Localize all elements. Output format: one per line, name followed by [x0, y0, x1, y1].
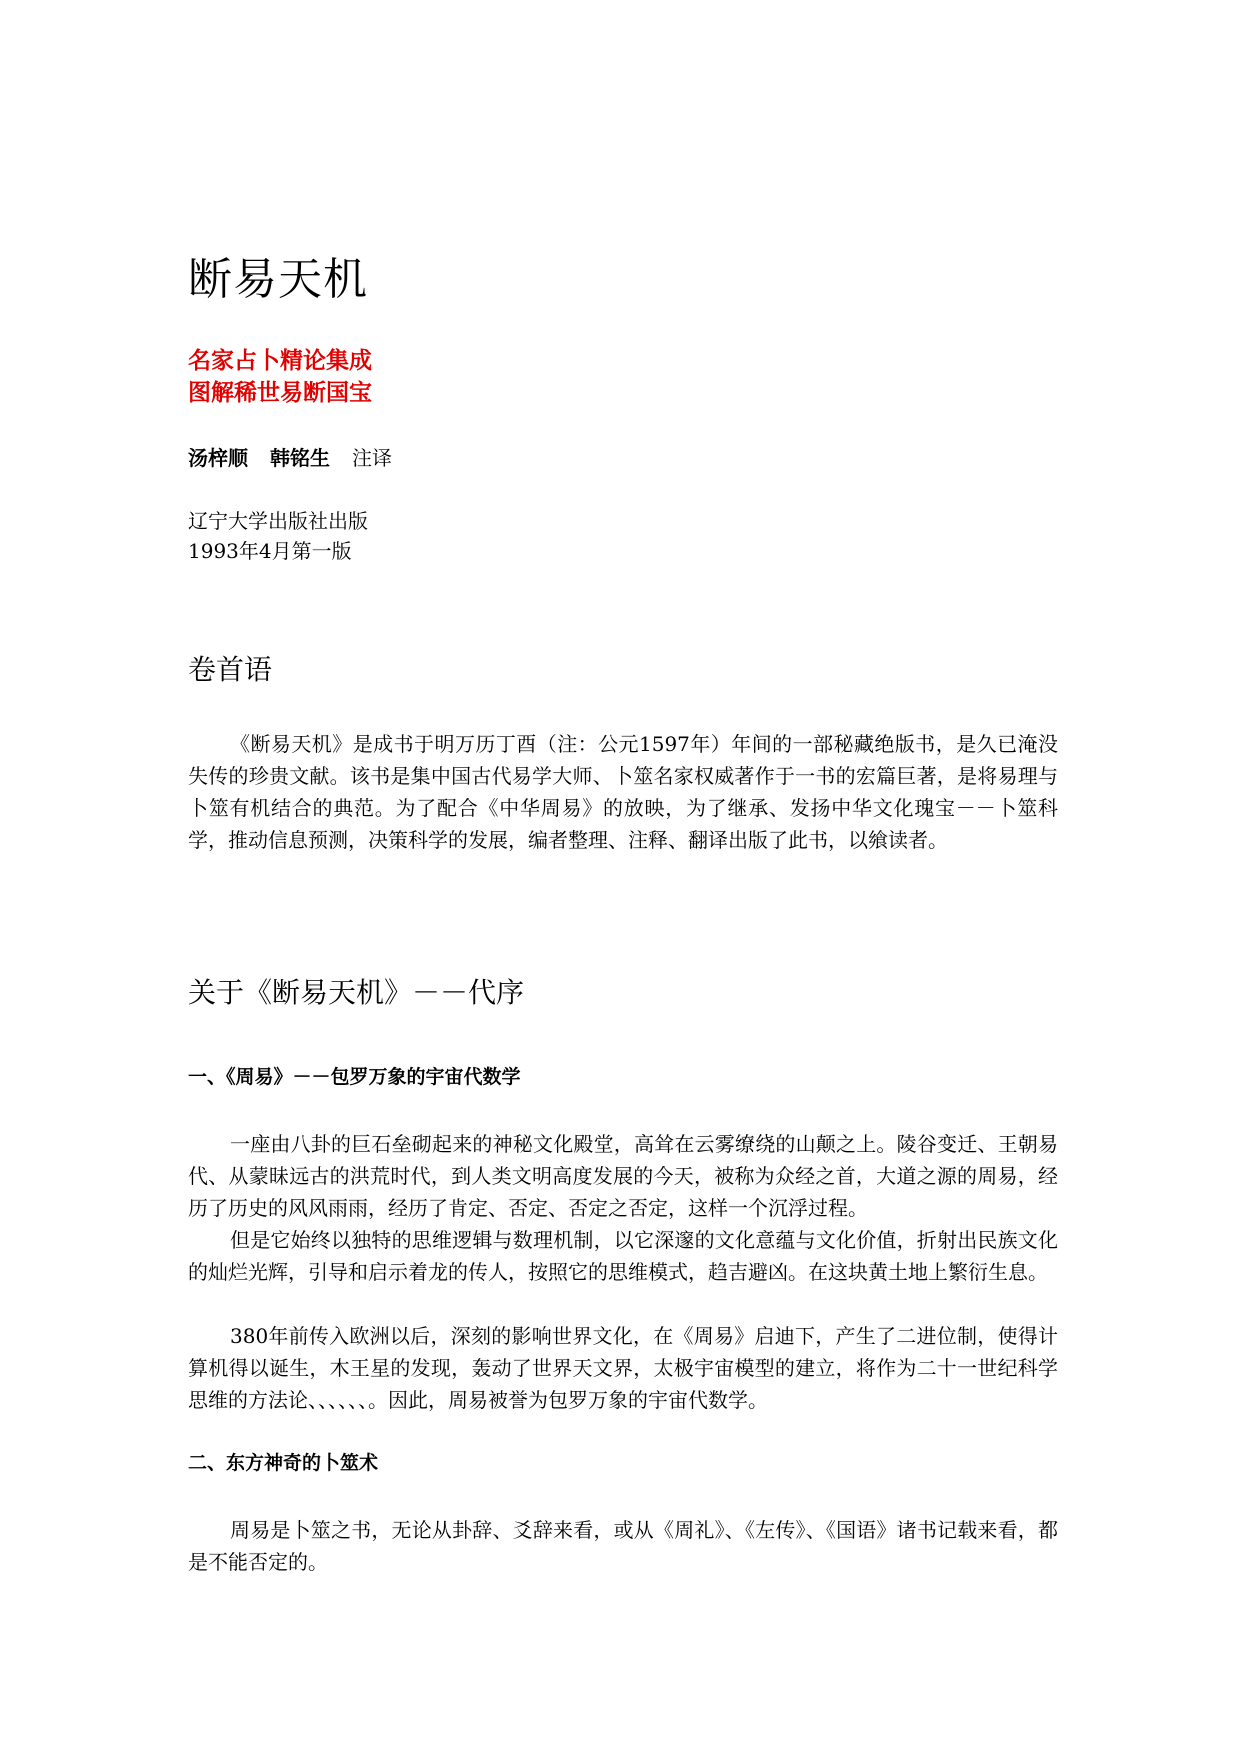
- author-1: 汤梓顺: [188, 446, 248, 470]
- preface-title: 卷首语: [188, 653, 273, 686]
- author-role: 注译: [352, 446, 392, 470]
- section-1-paragraph-3: 380年前传入欧洲以后，深刻的影响世界文化，在《周易》启迪下，产生了二进位制，使得计算机得以诞生，木王星的发现，轰动了世界天文界，太极宇宙模型的建立，将作为二十一世纪科学思维的方法论、、、、、、。因此，周易被誉为包罗万象的宇宙代数学。: [188, 1324, 1058, 1412]
- section-2-heading: 二、东方神奇的卜筮术: [188, 1452, 379, 1474]
- section-1-paragraph-2: 但是它始终以独特的思维逻辑与数理机制，以它深邃的文化意蕴与文化价值，折射出民族文化的灿烂光辉，引导和启示着龙的传人，按照它的思维模式，趋吉避凶。在这块黄土地上繁衍生息。: [188, 1228, 1058, 1284]
- foreword-title: 关于《断易天机》－－代序: [188, 976, 525, 1009]
- book-title: 断易天机: [188, 254, 368, 305]
- subtitle-2: 图解稀世易断国宝: [188, 380, 372, 406]
- subtitle-1: 名家占卜精论集成: [188, 348, 372, 374]
- publisher: 辽宁大学出版社出版: [188, 509, 368, 533]
- section-1-heading: 一、《周易》－－包罗万象的宇宙代数学: [188, 1066, 521, 1088]
- preface-paragraph: 《断易天机》是成书于明万历丁酉（注：公元1597年）年间的一部秘藏绝版书，是久已淹没失传的珍贵文献。该书是集中国古代易学大师、卜筮名家权威著作于一书的宏篇巨著，是将易理与卜筮有机结合的典范。为了配合《中华周易》的放映，为了继承、发扬中华文化瑰宝－－卜筮科学，推动信息预测，决策科学的发展，编者整理、注释、翻译出版了此书，以飨读者。: [188, 732, 1058, 852]
- edition: 1993年4月第一版: [188, 539, 352, 563]
- section-1-paragraph-1: 一座由八卦的巨石垒砌起来的神秘文化殿堂，高耸在云雾缭绕的山颠之上。陵谷变迁、王朝易代、从蒙昧远古的洪荒时代，到人类文明高度发展的今天，被称为众经之首，大道之源的周易，经历了历史的风风雨雨，经历了肯定、否定、否定之否定，这样一个沉浮过程。: [188, 1132, 1058, 1220]
- author-2: 韩铭生: [270, 446, 330, 470]
- author-line: [188, 444, 392, 472]
- section-2-paragraph-1: 周易是卜筮之书，无论从卦辞、爻辞来看，或从《周礼》、《左传》、《国语》诸书记载来看，都是不能否定的。: [188, 1518, 1058, 1574]
